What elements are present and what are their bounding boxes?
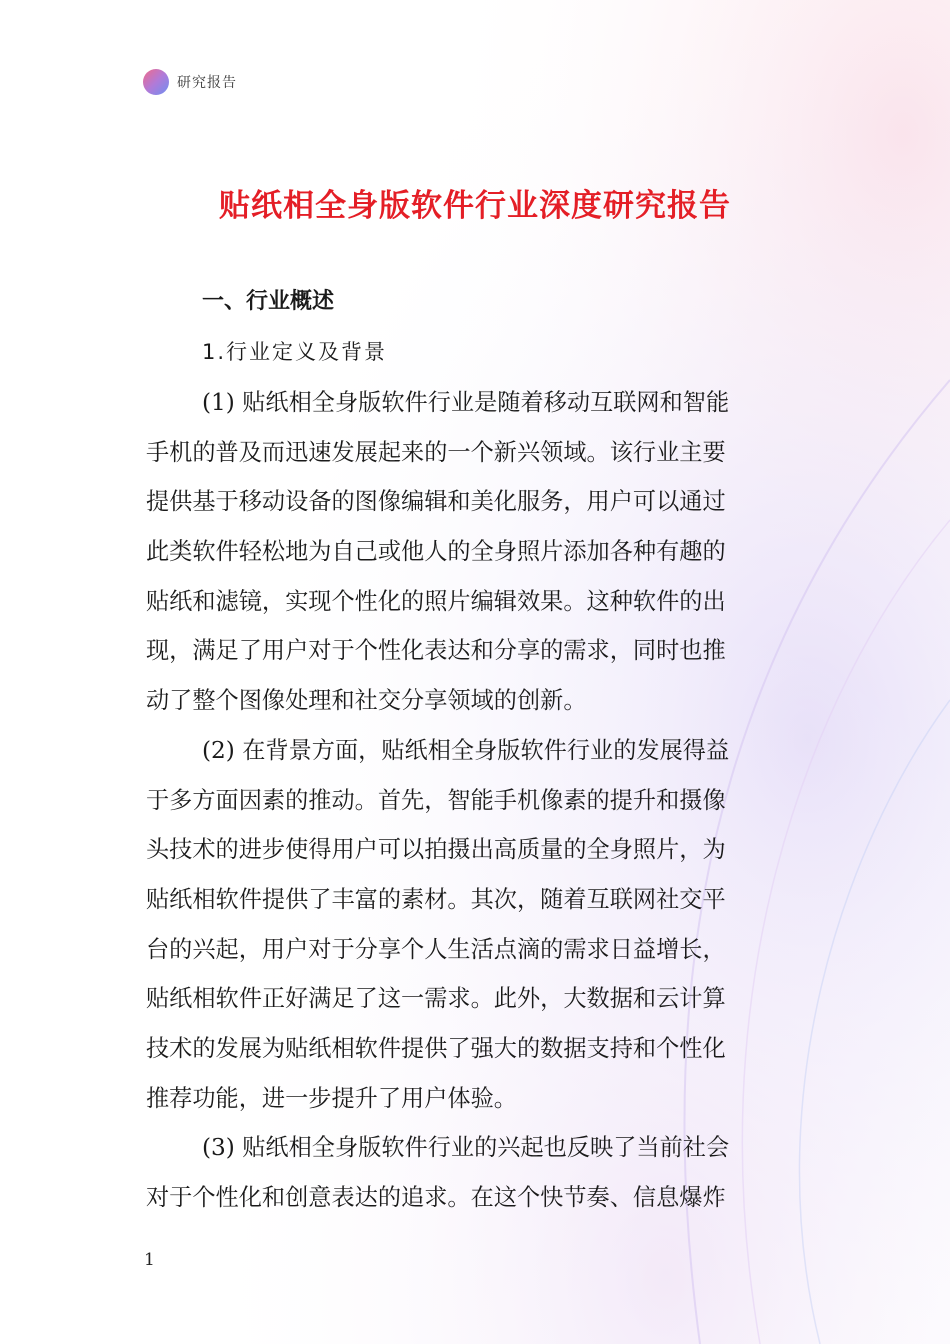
paragraph-line: 于多方面因素的推动。首先，智能手机像素的提升和摄像 — [146, 786, 726, 814]
paragraph-2 — [146, 726, 808, 1124]
paragraph-1 — [146, 378, 808, 726]
paragraph-line: 台的兴起，用户对于分享个人生活点滴的需求日益增长， — [146, 935, 726, 963]
paragraph-line: 技术的发展为贴纸相软件提供了强大的数据支持和个性化 — [146, 1034, 726, 1062]
paragraph-line: (3) 贴纸相全身版软件行业的兴起也反映了当前社会 — [202, 1134, 730, 1162]
paragraph-line: 现，满足了用户对于个性化表达和分享的需求，同时也推 — [146, 637, 726, 665]
header-label: 研究报告 — [177, 75, 237, 91]
document-title: 贴纸相全身版软件行业深度研究报告 — [219, 188, 731, 224]
paragraph-line: 贴纸相软件提供了丰富的素材。其次，随着互联网社交平 — [146, 885, 726, 913]
sub-heading: 1.行业定义及背景 — [202, 340, 388, 364]
paragraph-line: 推荐功能，进一步提升了用户体验。 — [146, 1084, 517, 1112]
logo-circle-icon — [143, 69, 169, 95]
paragraph-line: 贴纸相软件正好满足了这一需求。此外，大数据和云计算 — [146, 985, 726, 1013]
section-heading: 一、行业概述 — [202, 289, 335, 314]
paragraph-line: 头技术的进步使得用户可以拍摄出高质量的全身照片，为 — [146, 836, 726, 864]
page-number: 1 — [144, 1250, 155, 1270]
paragraph-3 — [146, 1123, 808, 1222]
paragraph-line: (2) 在背景方面，贴纸相全身版软件行业的发展得益 — [202, 736, 730, 764]
page-header — [143, 68, 237, 96]
paragraph-line: 贴纸和滤镜，实现个性化的照片编辑效果。这种软件的出 — [146, 587, 726, 615]
paragraph-line: 手机的普及而迅速发展起来的一个新兴领域。该行业主要 — [146, 438, 726, 466]
paragraph-line: 此类软件轻松地为自己或他人的全身照片添加各种有趣的 — [146, 538, 726, 566]
paragraph-line: (1) 贴纸相全身版软件行业是随着移动互联网和智能 — [202, 389, 730, 416]
paragraph-line: 提供基于移动设备的图像编辑和美化服务，用户可以通过 — [146, 488, 726, 516]
paragraph-line: 对于个性化和创意表达的追求。在这个快节奏、信息爆炸 — [146, 1184, 726, 1211]
document-body — [146, 282, 808, 1223]
paragraph-line: 动了整个图像处理和社交分享领域的创新。 — [146, 687, 587, 715]
